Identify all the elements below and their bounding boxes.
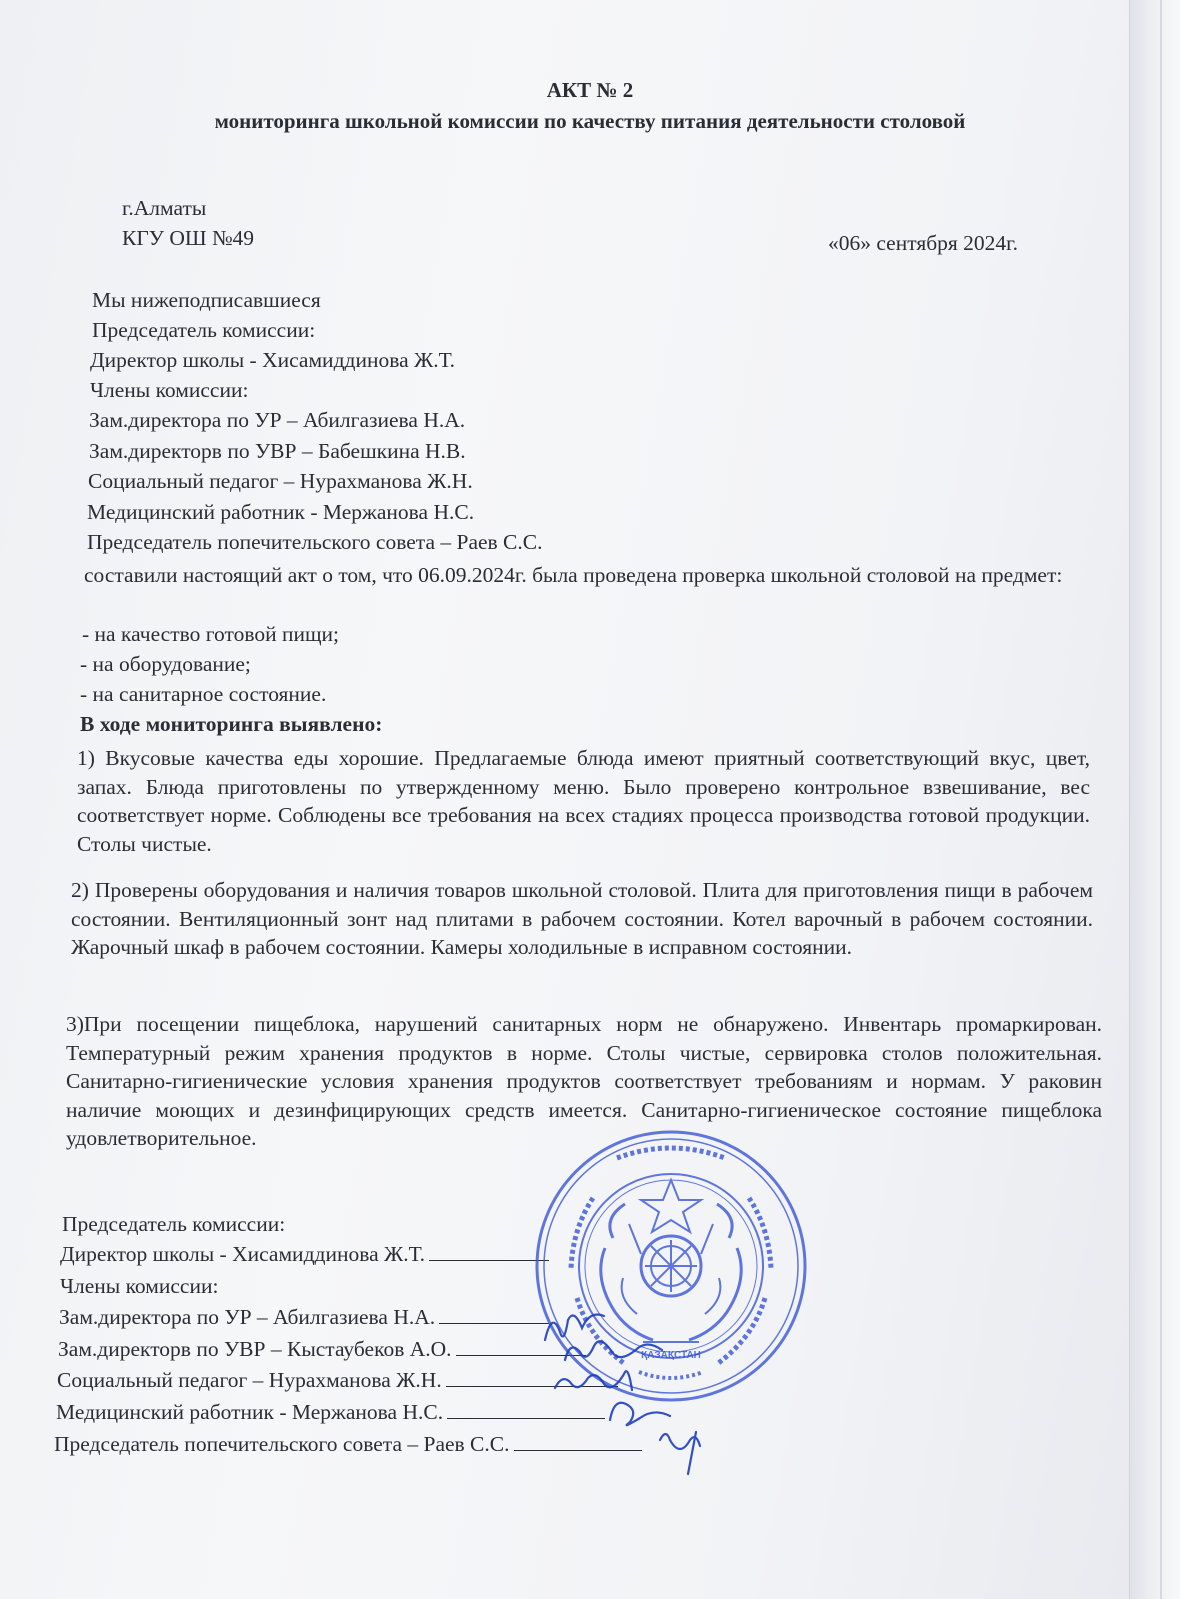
- school-name: КГУ ОШ №49: [122, 226, 254, 250]
- signature-label: Председатель комиссии:: [62, 1212, 286, 1236]
- document-date: «06» сентября 2024г.: [828, 231, 1018, 255]
- signature-label: Социальный педагог – Нурахманова Ж.Н.: [57, 1368, 442, 1392]
- intro-line: Председатель попечительского совета – Раев С.С.: [87, 530, 543, 554]
- finding-paragraph: 1) Вкусовые качества еды хорошие. Предлагаемые блюда имеют приятный соответствующий вкус, цвет, запах. Блюда приготовлены по утвержденному меню. Было проверено контрольное взвешивание, вес соответствует норме. Соблюдены все требования на всех стадиях процесса производства готовой продукции. Столы чистые.: [77, 746, 1090, 856]
- signature-line: [60, 1240, 549, 1268]
- signature-line: [60, 1272, 218, 1300]
- statement-paragraph: составили настоящий акт о том, что 06.09.2024г. была проведена проверка школьной столовой на предмет:: [84, 563, 1063, 587]
- handwritten-signatures-icon: [520, 1290, 720, 1490]
- intro-line: Председатель комиссии:: [92, 318, 316, 342]
- seal-text: ҚАЗАҚСТАН: [641, 1350, 701, 1361]
- subject-item: - на качество готовой пищи;: [82, 622, 340, 646]
- signature-label: Директор школы - Хисамиддинова Ж.Т.: [60, 1242, 425, 1266]
- signature-label: Зам.директора по УР – Абилгазиева Н.А.: [59, 1305, 436, 1329]
- city: г.Алматы: [122, 196, 207, 220]
- intro-line: Зам.директорв по УВР – Бабешкина Н.В.: [89, 439, 466, 463]
- signature-label: Зам.директорв по УВР – Кыстаубеков А.О.: [58, 1337, 452, 1361]
- signature-label: Председатель попечительского совета – Раев С.С.: [54, 1432, 510, 1456]
- document-subtitle: мониторинга школьной комиссии по качеству питания деятельности столовой: [214, 109, 966, 133]
- signature-label: Члены комиссии:: [60, 1274, 219, 1298]
- finding-paragraph: 3)При посещении пищеблока, нарушений санитарных норм не обнаружено. Инвентарь промаркирован. Температурный режим хранения продуктов в норме. Столы чистые, сервировка столов положительная. Санитарно-гигиенические условия хранения продуктов соответствует требованиям и нормам. У раковин наличие моющих и дезинфицирующих средств имеется. Санитарно-гигиеническое состояние пищеблока удовлетворительное.: [66, 1012, 1102, 1151]
- document-title: АКТ № 2: [546, 78, 634, 102]
- signature-blank: [429, 1242, 549, 1261]
- page-edge: [1129, 0, 1180, 1599]
- signature-label: Медицинский работник - Мержанова Н.С.: [56, 1400, 444, 1424]
- signature-line: [58, 1335, 586, 1363]
- subject-item: - на санитарное состояние.: [80, 682, 327, 706]
- intro-line: Члены комиссии:: [90, 378, 249, 402]
- intro-line: Зам.директора по УР – Абилгазиева Н.А.: [89, 408, 466, 432]
- signature-line: [59, 1303, 549, 1331]
- page-edge-line: [1160, 0, 1162, 1599]
- intro-line: Социальный педагог – Нурахманова Ж.Н.: [88, 469, 473, 493]
- intro-line: Мы нижеподписавшиеся: [92, 288, 321, 312]
- intro-line: Директор школы - Хисамиддинова Ж.Т.: [90, 348, 455, 372]
- finding-paragraph: 2) Проверены оборудования и наличия товаров школьной столовой. Плита для приготовления пищи в рабочем состоянии. Вентиляционный зонт над плитами в рабочем состоянии. Котел варочный в рабочем состоянии. Жарочный шкаф в рабочем состоянии. Камеры холодильные в исправном состоянии.: [71, 878, 1093, 960]
- intro-line: Медицинский работник - Мержанова Н.С.: [87, 500, 475, 524]
- subject-item: - на оборудование;: [80, 652, 251, 676]
- findings-heading: В ходе мониторинга выявлено:: [80, 712, 383, 736]
- signature-line: [62, 1210, 285, 1238]
